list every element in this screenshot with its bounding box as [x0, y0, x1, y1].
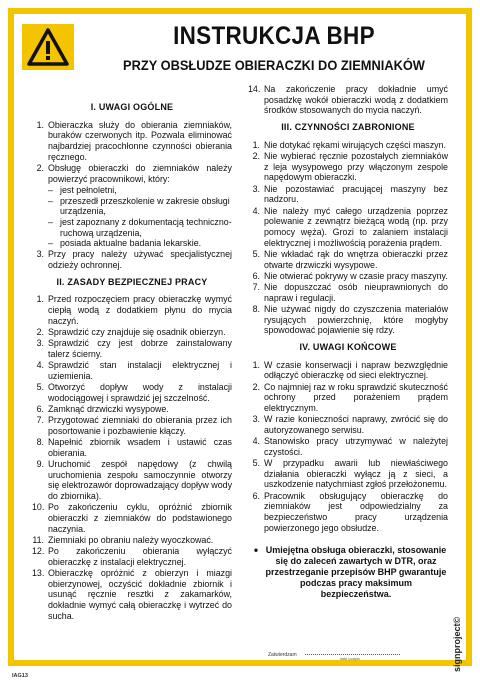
item-number: 5. — [252, 248, 260, 259]
item-number: 5. — [252, 458, 260, 468]
item-text: Obsługę obieraczki do ziemniaków należy powierzyć pracownikowi, który: — [48, 163, 232, 184]
sub-list-item — [32, 196, 232, 217]
list-item — [32, 249, 232, 270]
list-item — [248, 140, 448, 151]
brand-mark — [452, 612, 464, 676]
warning-triangle-icon — [26, 27, 70, 67]
item-number: 1. — [252, 139, 260, 150]
list-item — [32, 360, 232, 381]
list-item — [32, 535, 232, 546]
item-number: 2. — [252, 381, 260, 392]
item-number: 5. — [36, 381, 44, 392]
item-number: 7. — [36, 414, 44, 425]
item-text: Nie otwierać pokrywy w czasie pracy maszyny. — [264, 270, 448, 281]
item-number: 6. — [252, 270, 260, 281]
list-item — [248, 249, 448, 270]
item-number: 13. — [32, 567, 45, 578]
section-list-continued — [248, 84, 448, 116]
section-heading: II. ZASADY BEZPIECZNEJ PRACY — [56, 276, 208, 287]
section-heading: III. CZYNNOŚCI ZABRONIONE — [281, 122, 415, 133]
list-item — [32, 546, 232, 567]
note-bullet: • — [253, 543, 259, 558]
item-text: Sprawdzić stan instalacji elektrycznej i uziemienia. — [48, 359, 232, 381]
item-text: Obieraczkę opróżnić z obierzyn i miazgi obierzynowej, oczyścić dokładnie zbiornik i usunąć ręcznie resztki z zakamarków, dokładnie wymyć całą obieraczkę i wytrzeć do sucha. — [48, 567, 232, 621]
item-text: Nie należy myć całego urządzenia poprzez polewanie z zewnątrz bieżącą wodą (np. przy pomocy węża). Grozi to zalaniem instalacji elektrycznej i możliwością porażenia prądem. — [264, 205, 448, 248]
list-item — [248, 414, 448, 435]
dash-bullet: – — [48, 195, 53, 206]
dash-bullet: – — [48, 238, 53, 249]
item-text: Uruchomić zespół napędowy (z chwilą uruchomienia zespołu samoczynnie otworzy się elektrozawór doprowadzający dopływ wody do zbiornika). — [48, 458, 233, 501]
list-item — [32, 502, 232, 534]
warning-sign — [22, 24, 74, 70]
item-number: 8. — [36, 436, 44, 447]
item-text: Pracownik obsługujący obieraczkę do ziemniaków jest odpowiedzialny za bezpieczeństwo pracy urządzenia powierzonego jego obsłudze. — [264, 490, 448, 533]
item-number: 8. — [252, 303, 260, 314]
item-number: 4. — [252, 436, 260, 447]
item-text: Ziemniaki po obraniu należy wyoczkować. — [48, 534, 214, 545]
section-heading: IV. UWAGI KOŃCOWE — [299, 341, 397, 352]
item-number: 10. — [32, 502, 45, 513]
list-item — [248, 436, 448, 457]
item-text: Nie dopuszczać osób nieuprawnionych do napraw i regulacji. — [264, 281, 448, 303]
item-text: Na zakończenie pracy dokładnie umyć posadzkę wokół obieraczki wodą z dodatkiem środków stosowanych do mycia naczyń. — [264, 84, 448, 116]
item-number: 1. — [36, 119, 44, 130]
sub-list-item — [32, 185, 232, 196]
item-number: 4. — [252, 205, 260, 216]
item-text: Nie używać nigdy do czyszczenia materiałów rysujących powierzchnię, które mogłyby spowodować pojawienie się rdzy. — [264, 303, 448, 336]
list-item — [32, 338, 232, 359]
item-text: Stanowisko pracy utrzymywać w należytej czystości. — [264, 436, 448, 457]
item-text: Po zakończeniu cyklu, opróżnić zbiornik obieraczki z ziemniaków do podstawionego naczynia. — [48, 502, 232, 534]
item-text: Nie pozostawiać pracującej maszyny bez nadzoru. — [264, 183, 448, 205]
product-code: IAG13 — [12, 673, 28, 679]
list-item — [32, 459, 232, 502]
item-text: Sprawdzić czy jest dobrze zainstalowany talerz ścierny. — [48, 338, 232, 359]
item-number: 2. — [36, 163, 44, 174]
item-text: Co najmniej raz w roku sprawdzić skuteczność ochrony przed porażeniem prądem elektrycznym. — [264, 381, 448, 413]
list-item — [32, 437, 232, 458]
item-text: Przygotować ziemniaki do obierania przez ich posortowanie i pozbawienie kłączy. — [48, 414, 232, 436]
list-item — [248, 84, 448, 116]
list-item — [248, 491, 448, 534]
header — [84, 22, 464, 76]
dash-bullet: – — [48, 184, 53, 195]
item-number: 3. — [36, 338, 44, 349]
page-subtitle: PRZY OBSŁUDZE OBIERACZKI DO ZIEMNIAKÓW — [123, 58, 425, 73]
list-item — [248, 458, 448, 490]
item-text: Sprawdzić czy znajduje się osadnik obierzyn. — [48, 326, 226, 337]
approval-label: Zatwierdzam — [268, 652, 297, 658]
item-number: 3. — [252, 183, 260, 194]
list-item — [248, 151, 448, 183]
item-number: 4. — [36, 359, 44, 370]
item-text: Nie wkładać rąk do wnętrza obieraczki przez otwarte drzwiczki wysypowe. — [264, 248, 448, 270]
item-number: 6. — [252, 490, 260, 501]
left-column — [32, 96, 232, 622]
brand-text: signproject© — [452, 616, 462, 672]
section-list — [248, 140, 448, 336]
item-text: Przy pracy należy używać specjalistycznej odzieży ochronnej. — [48, 249, 232, 270]
note-text: Umiejętna obsługa obieraczki, stosowanie się do zaleceń zawartych w DTR, oraz przestrzeganie przepisów BHP gwarantuje podczas pracy maksimum bezpieczeństwa. — [265, 545, 447, 600]
section-list — [32, 294, 232, 621]
sub-item-text: jest zapoznany z dokumentacją techniczno-ruchową urządzenia, — [60, 217, 232, 238]
item-number: 3. — [36, 249, 44, 260]
item-number: 11. — [32, 534, 44, 545]
item-text: Zamknąć drzwiczki wysypowe. — [48, 403, 169, 414]
section-list — [248, 360, 448, 534]
right-column — [248, 84, 448, 600]
list-item — [248, 360, 448, 381]
sub-item-text: przeszedł przeszkolenie w zakresie obsługi urządzenia, — [60, 195, 230, 217]
sub-list-item — [32, 217, 232, 238]
page-title: INSTRUKCJA BHP — [173, 22, 375, 50]
item-number: 2. — [36, 326, 44, 337]
list-item — [32, 120, 232, 163]
item-text: W czasie konserwacji i napraw bezwzględnie odłączyć obieraczkę od sieci elektrycznej. — [264, 359, 448, 381]
item-text: W razie konieczności naprawy, zwrócić się do autoryzowanego serwisu. — [264, 414, 448, 435]
item-text: Napełnić zbiornik wsadem i ustawić czas obierania. — [48, 436, 232, 458]
item-number: 6. — [36, 403, 44, 414]
list-item — [248, 271, 448, 282]
list-item — [32, 382, 232, 403]
list-item — [248, 304, 448, 336]
item-number: 1. — [252, 359, 260, 370]
item-text: Po zakończeniu obierania wyłączyć obieraczkę z instalacji elektrycznej. — [48, 545, 232, 567]
list-item — [32, 415, 232, 436]
item-text: W przypadku awarii lub niewłaściwego działania obieraczki wyłącz ją z sieci, a uszkodzenie natychmiast zgłoś przełożonemu. — [264, 458, 448, 490]
item-number: 1. — [36, 294, 44, 305]
item-number: 12. — [32, 545, 45, 556]
item-text: Nie wybierać ręcznie pozostałych ziemniaków z leja wysypowego przy włączonym zespole napędowym obieraczki. — [264, 151, 448, 183]
approval-sub-label: data i podpis — [340, 657, 360, 661]
safety-note — [248, 545, 448, 600]
list-item — [32, 327, 232, 338]
item-number: 14. — [248, 84, 261, 94]
sub-item-text: posiada aktualne badania lekarskie. — [60, 238, 202, 249]
list-item — [248, 282, 448, 303]
item-text: Przed rozpoczęciem pracy obieraczkę wymyć ciepłą wodą z dodatkiem płynu do mycia naczyń. — [48, 294, 232, 326]
list-item — [248, 382, 448, 414]
item-text: Otworzyć dopływ wody z instalacji wodociągowej i sprawdzić jej szczelność. — [48, 381, 232, 403]
dash-bullet: – — [48, 217, 53, 228]
section-heading: I. UWAGI OGÓLNE — [90, 102, 174, 112]
item-text: Obieraczka służy do obierania ziemniaków, buraków czerwonych itp. Pozwala eliminować najbardziej pracochłonne czynności obierania ręcznego. — [48, 119, 232, 162]
sub-list-item — [32, 238, 232, 249]
item-number: 3. — [252, 414, 260, 425]
list-item — [32, 568, 232, 622]
list-item — [248, 206, 448, 249]
list-item — [32, 294, 232, 326]
list-item — [32, 404, 232, 415]
list-item — [32, 163, 232, 184]
signature-line — [305, 654, 400, 655]
sub-item-text: jest pełnoletni, — [60, 184, 117, 195]
item-number: 7. — [252, 281, 260, 292]
item-number: 2. — [252, 151, 260, 162]
item-text: Nie dotykać rękami wirujących części maszyn. — [264, 139, 446, 150]
list-item — [248, 184, 448, 205]
item-number: 9. — [36, 458, 44, 469]
